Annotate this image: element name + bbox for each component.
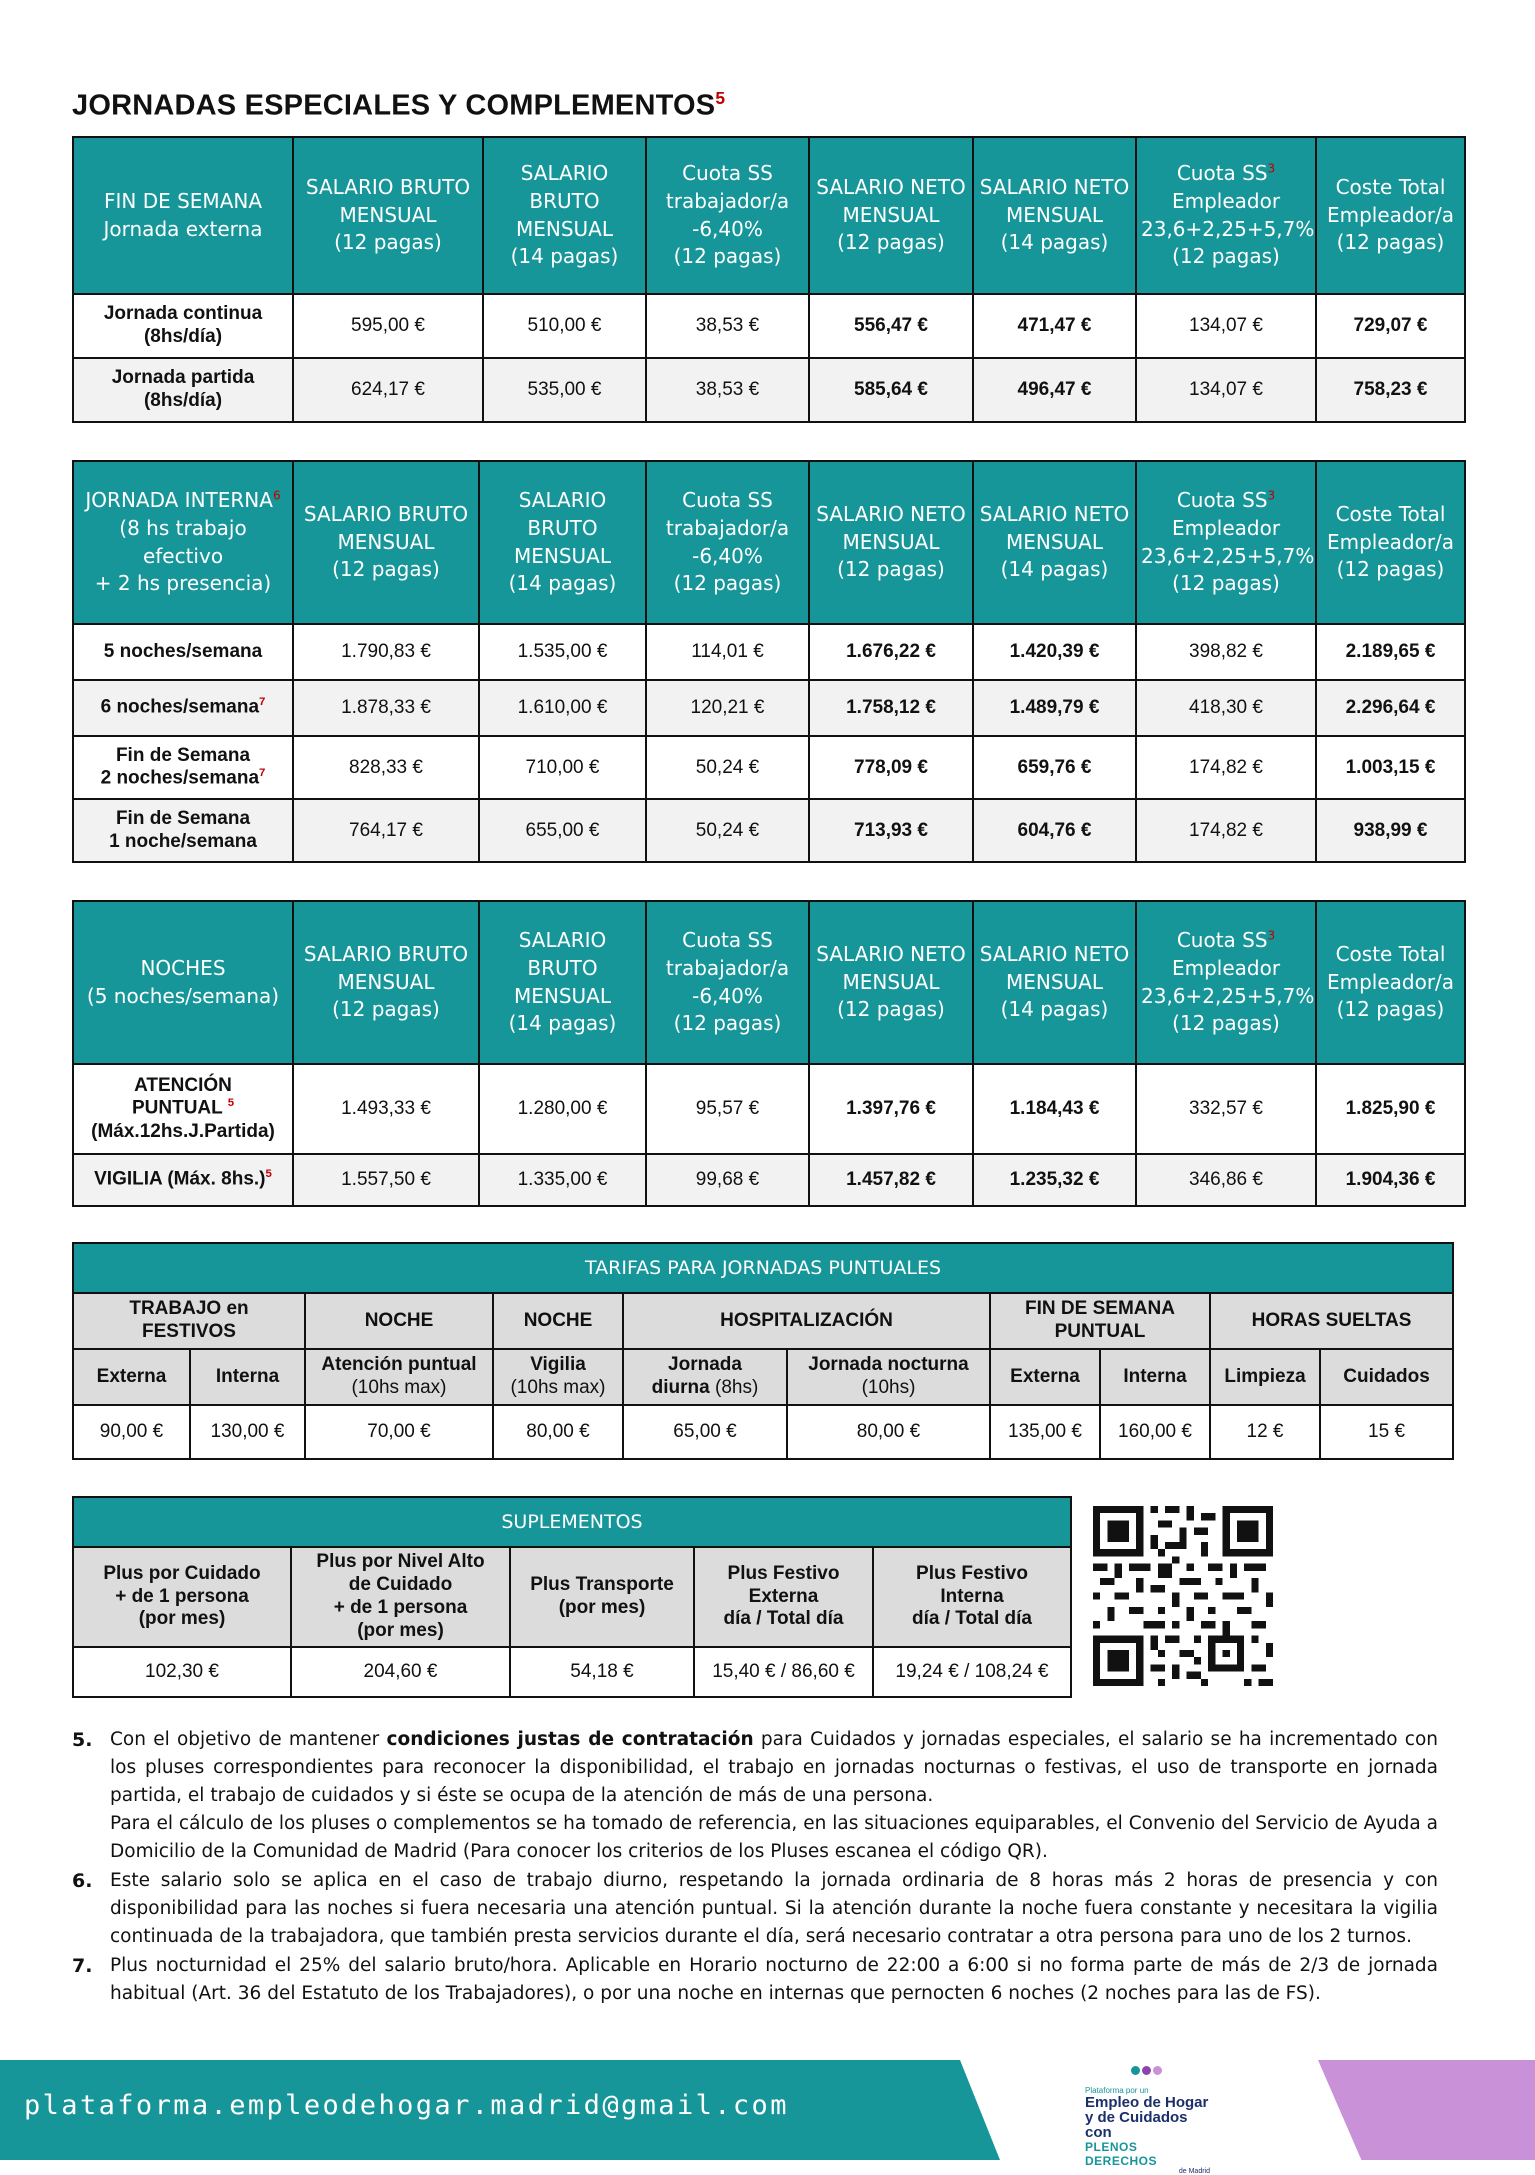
col-header-cuota-empleador: Cuota $SS^3$ Empleador 23,6+2,25+5,7% (12 pagas) (1136, 901, 1316, 1064)
table-row (73, 1647, 1071, 1697)
cell: 332,57 € (1136, 1064, 1316, 1154)
col-header-bruto-12: SALARIO BRUTO MENSUAL (12 pagas) (293, 137, 483, 294)
table-row (73, 1405, 1453, 1459)
cell: 1.825,90 € (1316, 1064, 1465, 1154)
cell: 758,23 € (1316, 358, 1465, 422)
cell: 710,00 € (479, 736, 646, 799)
cell: 135,00 € (990, 1405, 1100, 1459)
footer (0, 2060, 1535, 2160)
table-row (73, 294, 1465, 358)
col-header-cuota-empleador: Cuota $SS^3$ Empleador 23,6+2,25+5,7% (12 pagas) (1136, 461, 1316, 624)
cell: 174,82 € (1136, 736, 1316, 799)
contact-email[interactable]: plataforma.empleodehogar.madrid@gmail.com (24, 2090, 789, 2121)
cell: 15,40 € / 86,60 € (694, 1647, 873, 1697)
sub-header: Jornada diurna (8hs) (623, 1349, 787, 1405)
sub-header: Plus por Nivel Alto de Cuidado + de 1 persona (por mes) (291, 1547, 510, 1647)
footer-accent (1318, 2060, 1535, 2160)
table-row (73, 736, 1465, 799)
footnote: 7. Plus nocturnidad el 25% del salario bruto/hora. Aplicable en Horario nocturno de 22:00 a 6:00 si no forma parte de más de 2/3 de jornada habitual (Art. 36 del Estatuto de los Trabajadores), o por una noche en internas que pernocten 6 noches (2 noches para las de FS). (72, 1955, 1438, 2004)
col-header-neto-12: SALARIO NETO MENSUAL (12 pagas) (809, 137, 973, 294)
col-header-neto-12: SALARIO NETO MENSUAL (12 pagas) (809, 461, 973, 624)
page-title: JORNADAS ESPECIALES Y COMPLEMENTOS$^5$ (72, 88, 726, 122)
cell: 585,64 € (809, 358, 973, 422)
cell: 1.904,36 € (1316, 1154, 1465, 1206)
cell: 70,00 € (305, 1405, 493, 1459)
cell: 130,00 € (190, 1405, 305, 1459)
suplementos-table (72, 1496, 1072, 1698)
cell: 659,76 € (973, 736, 1136, 799)
sub-header: Interna (1100, 1349, 1210, 1405)
row-label: 6 noches/semana$^7$ (73, 680, 293, 736)
sub-header: Plus por Cuidado + de 1 persona (por mes) (73, 1547, 291, 1647)
col-header-cuota-trabajador: Cuota SS trabajador/a -6,40% (12 pagas) (646, 461, 809, 624)
cell: 1.420,39 € (973, 624, 1136, 680)
cell: 713,93 € (809, 799, 973, 862)
table-row (73, 799, 1465, 862)
col-header-cuota-empleador: Cuota $SS^3$ Empleador 23,6+2,25+5,7% (12 pagas) (1136, 137, 1316, 294)
col-header-cuota-trabajador: Cuota SS trabajador/a -6,40% (12 pagas) (646, 901, 809, 1064)
organization-logo: Plataforma por un Empleo de Hogar y de Cuidados con PLENOS DERECHOS de Madrid (1085, 2060, 1210, 2160)
cell: 50,24 € (646, 799, 809, 862)
cell: 120,21 € (646, 680, 809, 736)
tarifas-table (72, 1242, 1454, 1460)
cell: 418,30 € (1136, 680, 1316, 736)
cell: 624,17 € (293, 358, 483, 422)
cell: 828,33 € (293, 736, 479, 799)
sub-header: Interna (190, 1349, 305, 1405)
cell: 1.235,32 € (973, 1154, 1136, 1206)
cell: 938,99 € (1316, 799, 1465, 862)
footnote: 5. Con el objetivo de mantener condiciones justas de contratación para Cuidados y jornadas especiales, el salario se ha incrementado con los pluses correspondientes para reconocer la disponibilidad, el trabajo en jornadas nocturnas o festivas, el uso de transporte en jornada partida, el trabajo de cuidados y si éste se ocupa de la atención de más de una persona. Para el cálculo de los pluses o complementos se ha tomado de referencia, en las situaciones equiparables, el Convenio del Servicio de Ayuda a Domicilio de la Comunidad de Madrid (Para conocer los criterios de los Pluses escanea el código QR). (72, 1729, 1439, 1862)
col-header-coste-total: Coste Total Empleador/a (12 pagas) (1316, 461, 1465, 624)
cell: 556,47 € (809, 294, 973, 358)
cell: 1.878,33 € (293, 680, 479, 736)
noches-table (72, 900, 1466, 1207)
cell: 595,00 € (293, 294, 483, 358)
cell: 15 € (1320, 1405, 1453, 1459)
row-label: Fin de Semana 1 noche/semana (73, 799, 293, 862)
cell: 2.296,64 € (1316, 680, 1465, 736)
table-row (73, 358, 1465, 422)
tarifas-title: TARIFAS PARA JORNADAS PUNTUALES (73, 1243, 1453, 1293)
cell: 1.610,00 € (479, 680, 646, 736)
cell: 174,82 € (1136, 799, 1316, 862)
cell: 1.489,79 € (973, 680, 1136, 736)
col-header-category: FIN DE SEMANA Jornada externa (73, 137, 293, 294)
col-header-coste-total: Coste Total Empleador/a (12 pagas) (1316, 901, 1465, 1064)
cell: 160,00 € (1100, 1405, 1210, 1459)
cell: 99,68 € (646, 1154, 809, 1206)
col-header-bruto-14: SALARIO BRUTO MENSUAL (14 pagas) (479, 901, 646, 1064)
sub-header: Plus Festivo Interna día / Total día (873, 1547, 1071, 1647)
sub-header: Plus Transporte (por mes) (510, 1547, 694, 1647)
cell: 134,07 € (1136, 294, 1316, 358)
cell: 510,00 € (483, 294, 646, 358)
table-row (73, 680, 1465, 736)
sub-header: Plus Festivo Externa día / Total día (694, 1547, 873, 1647)
row-label: VIGILIA (Máx. 8hs.)$^5$ (73, 1154, 293, 1206)
cell: 778,09 € (809, 736, 973, 799)
cell: 729,07 € (1316, 294, 1465, 358)
row-label: Jornada partida (8hs/día) (73, 358, 293, 422)
table-row (73, 1064, 1465, 1154)
cell: 1.397,76 € (809, 1064, 973, 1154)
cell: 1.535,00 € (479, 624, 646, 680)
col-header-coste-total: Coste Total Empleador/a (12 pagas) (1316, 137, 1465, 294)
col-header-bruto-14: SALARIO BRUTO MENSUAL (14 pagas) (483, 137, 646, 294)
row-label: ATENCIÓN PUNTUAL $^5$ (Máx.12hs.J.Partida) (73, 1064, 293, 1154)
cell: 65,00 € (623, 1405, 787, 1459)
group-hospitalizacion: HOSPITALIZACIÓN (623, 1293, 990, 1349)
sub-header: Atención puntual (10hs max) (305, 1349, 493, 1405)
cell: 90,00 € (73, 1405, 190, 1459)
table-row (73, 624, 1465, 680)
cell: 38,53 € (646, 358, 809, 422)
group-noche: NOCHE (493, 1293, 623, 1349)
cell: 2.189,65 € (1316, 624, 1465, 680)
cell: 655,00 € (479, 799, 646, 862)
cell: 1.457,82 € (809, 1154, 973, 1206)
col-header-category: NOCHES (5 noches/semana) (73, 901, 293, 1064)
col-header-neto-12: SALARIO NETO MENSUAL (12 pagas) (809, 901, 973, 1064)
cell: 204,60 € (291, 1647, 510, 1697)
cell: 1.676,22 € (809, 624, 973, 680)
row-label: 5 noches/semana (73, 624, 293, 680)
group-noche: NOCHE (305, 1293, 493, 1349)
row-label: Fin de Semana 2 noches/semana$^7$ (73, 736, 293, 799)
cell: 1.493,33 € (293, 1064, 479, 1154)
cell: 95,57 € (646, 1064, 809, 1154)
group-horas-sueltas: HORAS SUELTAS (1210, 1293, 1453, 1349)
cell: 1.003,15 € (1316, 736, 1465, 799)
footnote: 6. Este salario solo se aplica en el caso de trabajo diurno, respetando la jornada ordinaria de 8 horas más 2 horas de presencia y con disponibilidad para las noches si fuera necesaria una atención puntual. Si la atención durante la noche fuera constante y necesitara la vigilia continuada de la trabajadora, que también presta servicios durante el día, será necesario contratar a otra persona para uno de los 2 turnos. (72, 1870, 1438, 1947)
col-header-neto-14: SALARIO NETO MENSUAL (14 pagas) (973, 901, 1136, 1064)
cell: 102,30 € (73, 1647, 291, 1697)
sub-header: Cuidados (1320, 1349, 1453, 1405)
cell: 1.758,12 € (809, 680, 973, 736)
cell: 1.557,50 € (293, 1154, 479, 1206)
cell: 346,86 € (1136, 1154, 1316, 1206)
cell: 764,17 € (293, 799, 479, 862)
cell: 12 € (1210, 1405, 1320, 1459)
row-label: Jornada continua (8hs/día) (73, 294, 293, 358)
group-fin-de-semana: FIN DE SEMANA PUNTUAL (990, 1293, 1210, 1349)
cell: 1.184,43 € (973, 1064, 1136, 1154)
cell: 535,00 € (483, 358, 646, 422)
col-header-cuota-trabajador: Cuota SS trabajador/a -6,40% (12 pagas) (646, 137, 809, 294)
col-header-neto-14: SALARIO NETO MENSUAL (14 pagas) (973, 137, 1136, 294)
sub-header: Jornada nocturna (10hs) (787, 1349, 990, 1405)
sub-header: Externa (990, 1349, 1100, 1405)
col-header-bruto-12: SALARIO BRUTO MENSUAL (12 pagas) (293, 461, 479, 624)
col-header-bruto-14: SALARIO BRUTO MENSUAL (14 pagas) (479, 461, 646, 624)
sub-header: Limpieza (1210, 1349, 1320, 1405)
cell: 1.790,83 € (293, 624, 479, 680)
col-header-bruto-12: SALARIO BRUTO MENSUAL (12 pagas) (293, 901, 479, 1064)
table-row (73, 1154, 1465, 1206)
cell: 50,24 € (646, 736, 809, 799)
cell: 1.280,00 € (479, 1064, 646, 1154)
sub-header: Externa (73, 1349, 190, 1405)
cell: 54,18 € (510, 1647, 694, 1697)
sub-header: Vigilia (10hs max) (493, 1349, 623, 1405)
cell: 1.335,00 € (479, 1154, 646, 1206)
cell: 604,76 € (973, 799, 1136, 862)
fin-de-semana-table (72, 136, 1466, 423)
cell: 114,01 € (646, 624, 809, 680)
footnotes (72, 1726, 1438, 2009)
cell: 80,00 € (493, 1405, 623, 1459)
qr-code[interactable] (1093, 1506, 1273, 1686)
jornada-interna-table (72, 460, 1466, 863)
suplementos-title: SUPLEMENTOS (73, 1497, 1071, 1547)
col-header-neto-14: SALARIO NETO MENSUAL (14 pagas) (973, 461, 1136, 624)
cell: 134,07 € (1136, 358, 1316, 422)
group-festivos: TRABAJO en FESTIVOS (73, 1293, 305, 1349)
cell: 38,53 € (646, 294, 809, 358)
cell: 80,00 € (787, 1405, 990, 1459)
col-header-category: JORNADA INTERNA$^6$ (8 hs trabajo efectivo + 2 hs presencia) (73, 461, 293, 624)
cell: 398,82 € (1136, 624, 1316, 680)
cell: 19,24 € / 108,24 € (873, 1647, 1071, 1697)
cell: 496,47 € (973, 358, 1136, 422)
cell: 471,47 € (973, 294, 1136, 358)
